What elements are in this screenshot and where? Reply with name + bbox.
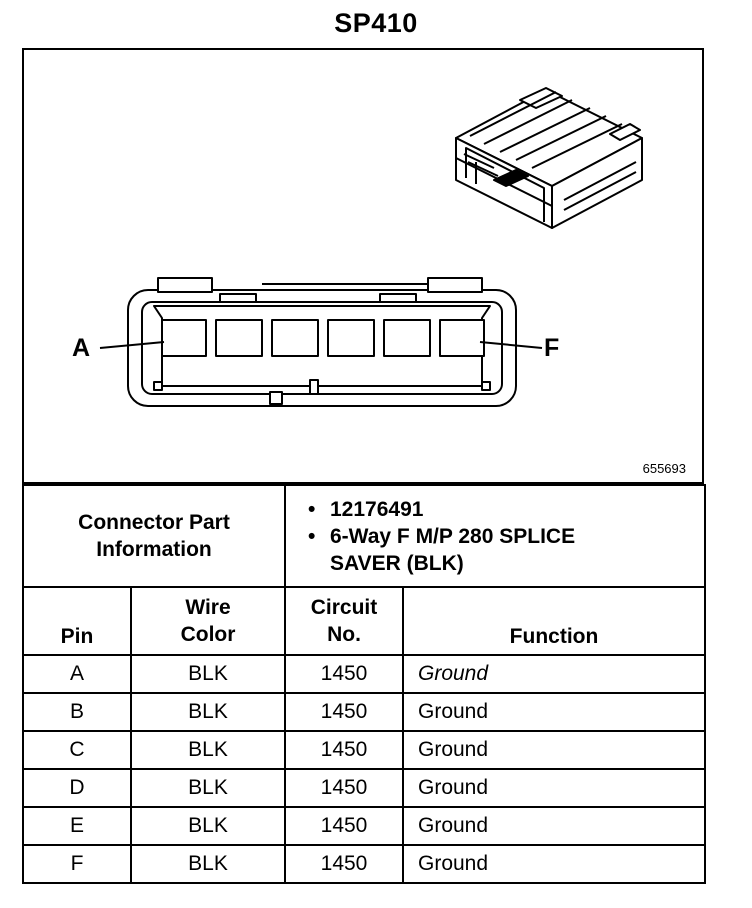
table-row <box>23 731 705 769</box>
callout-label-a: A <box>72 334 91 362</box>
connector-front-view <box>128 278 516 406</box>
bullet-icon: • <box>308 524 316 548</box>
cell-circuit: 1450 <box>285 807 403 845</box>
header-function: Function <box>403 587 705 655</box>
part-description-2: SAVER (BLK) <box>330 551 464 575</box>
connector-part-info-label: Connector Part Information <box>23 485 285 587</box>
header-wire-color: Wire Color <box>131 587 285 655</box>
cell-pin: D <box>23 769 131 807</box>
part-number: 12176491 <box>330 497 424 521</box>
part-number-line <box>308 496 694 523</box>
header-pin: Pin <box>23 587 131 655</box>
cell-function: Ground <box>403 655 705 693</box>
pin-cavity-d <box>328 320 374 356</box>
connector-drawing <box>24 50 702 482</box>
cell-circuit: 1450 <box>285 655 403 693</box>
table-row <box>23 693 705 731</box>
cell-wire-color: BLK <box>131 693 285 731</box>
cell-wire-color: BLK <box>131 807 285 845</box>
cell-circuit: 1450 <box>285 769 403 807</box>
cell-wire-color: BLK <box>131 845 285 883</box>
table-header-row <box>23 587 705 655</box>
cell-pin: A <box>23 655 131 693</box>
cell-pin: F <box>23 845 131 883</box>
callout-label-f: F <box>544 334 560 362</box>
cell-pin: B <box>23 693 131 731</box>
cell-function: Ground <box>403 769 705 807</box>
connector-part-info-row <box>23 485 705 587</box>
part-description-line <box>308 523 694 550</box>
figure-number: 655693 <box>642 461 686 476</box>
cell-function: Ground <box>403 731 705 769</box>
cell-pin: C <box>23 731 131 769</box>
pin-cavity-b <box>216 320 262 356</box>
cell-function: Ground <box>403 845 705 883</box>
cell-circuit: 1450 <box>285 693 403 731</box>
header-circuit-no: Circuit No. <box>285 587 403 655</box>
table-row <box>23 807 705 845</box>
connector-figure-frame <box>22 48 704 484</box>
connector-part-info-values <box>285 485 705 587</box>
cell-circuit: 1450 <box>285 845 403 883</box>
part-description-1: 6-Way F M/P 280 SPLICE <box>330 524 576 548</box>
cell-function: Ground <box>403 807 705 845</box>
cell-function: Ground <box>403 693 705 731</box>
pin-cavity-f <box>440 320 484 356</box>
pin-cavity-c <box>272 320 318 356</box>
cell-wire-color: BLK <box>131 731 285 769</box>
bullet-icon: • <box>308 497 316 521</box>
cell-wire-color: BLK <box>131 769 285 807</box>
connector-isometric-view <box>456 88 642 228</box>
part-description-line-2 <box>330 550 694 577</box>
table-row <box>23 655 705 693</box>
pin-cavity-e <box>384 320 430 356</box>
pin-cavity-a <box>162 320 206 356</box>
connector-title: SP410 <box>334 8 418 38</box>
cell-circuit: 1450 <box>285 731 403 769</box>
cell-wire-color: BLK <box>131 655 285 693</box>
cell-pin: E <box>23 807 131 845</box>
table-row <box>23 845 705 883</box>
table-row <box>23 769 705 807</box>
connector-pinout-table <box>22 484 706 884</box>
